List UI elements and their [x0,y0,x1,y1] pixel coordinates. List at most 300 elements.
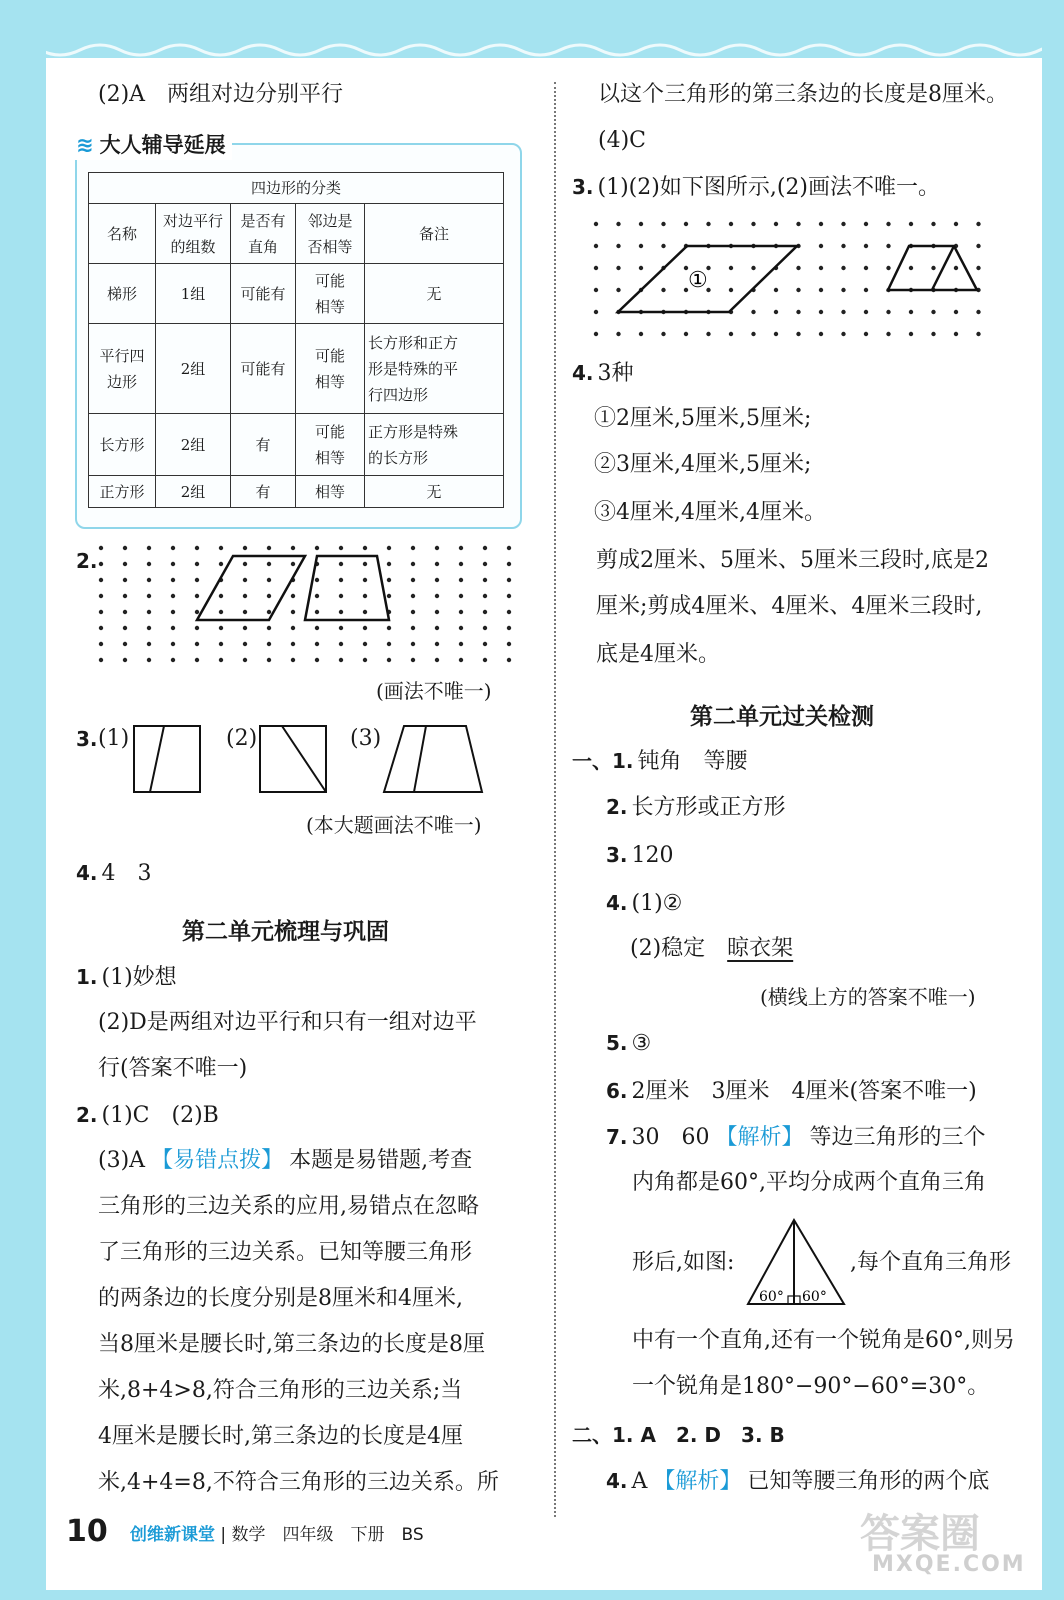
grid-dot [195,642,199,646]
grid-dot [267,642,271,646]
s1-line [76,962,177,993]
grid-dot [363,658,367,662]
grid-dot [147,546,151,550]
grid-dot [387,594,391,598]
grid-dot [123,658,127,662]
grid-dot [864,266,868,270]
grid-dot [864,222,868,226]
grid-dot [387,546,391,550]
grid-dot [171,562,175,566]
grid-dot [886,266,890,270]
grid-dot [291,546,295,550]
grid-dot [886,244,890,248]
grid-dot [147,658,151,662]
grid-dot [243,562,247,566]
grid-dot [507,594,511,598]
table-cell: 长方形 [89,414,156,476]
table-row [89,324,504,414]
grid-dot [886,222,890,226]
p1-4-line [606,888,682,919]
grid-dot [616,332,620,336]
grid-dot [315,626,319,630]
grid-dot [751,310,755,314]
grid-dot [99,642,103,646]
grid-dot [819,222,823,226]
grid-dot [195,578,199,582]
p1-6-line [606,1076,977,1107]
grid-dot [507,546,511,550]
grid-dot [931,310,935,314]
footer-info [130,1520,424,1545]
grid-dot [483,578,487,582]
grid-dot [864,288,868,292]
table-header: 是否有 直角 [231,204,296,264]
table-cell: 2组 [156,414,231,476]
table-cell: 可能有 [231,264,296,324]
r-q4-answer: 3种 [597,361,634,386]
grid-dot [507,658,511,662]
grid-dot [976,266,980,270]
grid-dot [243,578,247,582]
grid-dot [171,546,175,550]
grid-dot [315,578,319,582]
grid-dot [616,266,620,270]
table-cell: 平行四 边形 [89,324,156,414]
s2-b-text: 本题是易错题,考查 [289,1148,473,1173]
p1-5-answer: ③ [631,1031,652,1056]
grid-dot [796,222,800,226]
s2-b-line [98,1146,472,1176]
grid-dot [706,332,710,336]
grid-dot [219,546,223,550]
table-cell: 2组 [156,324,231,414]
tutor-box-title-text: 大人辅导延展 [99,133,226,157]
grid-dot [267,546,271,550]
s1-a: (1)妙想 [101,965,177,990]
error-tip-tag: 【易错点拨】 [151,1148,284,1173]
grid-dot [931,266,935,270]
note-drawing-not-unique: (画法不唯一) [376,679,492,703]
q3-shapes-figure [132,724,492,796]
q4-line [76,858,152,889]
grid-dot [594,244,598,248]
grid-dot [267,610,271,614]
table-cell: 正方形是特殊 的长方形 [365,414,504,476]
grid-dot [435,546,439,550]
grid-dot [363,546,367,550]
r-q3-text: (1)(2)如下图所示,(2)画法不唯一。 [597,175,940,200]
grid-dot [774,288,778,292]
grid-dot [267,562,271,566]
grid-dot [363,594,367,598]
section-title-test: 第二单元过关检测 [690,704,874,730]
grid-dot [315,642,319,646]
grid-dot [219,658,223,662]
grid-dot [99,578,103,582]
grid-dot [99,610,103,614]
grid-dot [819,332,823,336]
p1-7-text: 等边三角形的三个 [809,1125,986,1150]
quadrilateral-table [88,172,504,508]
grid-dot [639,332,643,336]
grid-dot [507,578,511,582]
grid-dot [639,222,643,226]
grid-dot [171,658,175,662]
p2-4-text: 已知等腰三角形的两个底 [747,1469,990,1494]
p1-7-line [606,1122,986,1153]
grid-dot [267,626,271,630]
p2-4-line [606,1466,989,1497]
table-cell: 无 [365,264,504,324]
p1-7-line3b: ,每个直角三角形 [850,1250,1011,1275]
grid-dot [954,332,958,336]
part-two-line [572,1420,785,1451]
watermark-logo: 答案圈 [860,1511,980,1557]
grid-dot [616,222,620,226]
grid-dot [243,626,247,630]
grid-dot [195,610,199,614]
explanation-line: 当8厘米是腰长时,第三条边的长度是8厘 [98,1332,485,1357]
explanation-line: 的两条边的长度分别是8厘米和4厘米, [98,1286,463,1311]
grid-dot [123,562,127,566]
grid-dot [864,244,868,248]
grid-dot [435,642,439,646]
grid-dot [841,310,845,314]
grid-dot [459,562,463,566]
p1-4-answer: (1)② [631,891,683,916]
grid-dot [147,562,151,566]
grid-dot [774,332,778,336]
grid-dot [123,578,127,582]
r-q4-item: ①2厘米,5厘米,5厘米; [594,406,812,431]
p1-1-line [572,746,748,777]
grid-dot [147,642,151,646]
grid-dot [435,594,439,598]
part-two-prefix: 二、 [572,1423,612,1447]
grid-dot [291,626,295,630]
p2-4-answer: A [631,1469,648,1494]
table-row [89,414,504,476]
grid-dot [729,288,733,292]
grid-dot [954,222,958,226]
grid-dot [219,594,223,598]
grid-dot [661,332,665,336]
grid-dot [909,310,913,314]
p1-7-line5: 一个锐角是180°−90°−60°=30°。 [632,1374,990,1399]
r-q4-explanation: 剪成2厘米、5厘米、5厘米三段时,底是2 [596,548,989,573]
p1-5-number: 5. [606,1031,628,1055]
grid-dot [411,546,415,550]
grid-dot [339,562,343,566]
grid-dot [291,642,295,646]
grid-dot [435,610,439,614]
grid-dot [841,266,845,270]
q3-label-3: (3) [350,726,382,751]
table-caption: 四边形的分类 [89,173,504,204]
grid-dot [195,658,199,662]
q4-answer: 4 3 [101,861,152,886]
analysis-tag: 【解析】 [715,1125,804,1150]
r-continuation: 以这个三角形的第三条边的长度是8厘米。 [598,82,1008,107]
r-answer-4: (4)C [598,128,646,153]
grid-dot [841,288,845,292]
grid-dot [315,610,319,614]
p1-2-answer: 长方形或正方形 [631,795,786,820]
grid-dot [976,310,980,314]
grid-dot [339,610,343,614]
explanation-line: 米,8+4>8,符合三角形的三边关系;当 [98,1378,463,1403]
grid-dot [483,642,487,646]
grid-dot [315,658,319,662]
grid-dot [796,288,800,292]
explanation-line: 了三角形的三边关系。已知等腰三角形 [98,1240,473,1265]
grid-dot [507,626,511,630]
grid-dot [819,310,823,314]
p1-3-number: 3. [606,843,628,867]
grid-dot [909,266,913,270]
grid-dot [267,658,271,662]
grid-dot [411,642,415,646]
p1-7-number: 7. [606,1125,628,1149]
grid-dot [886,332,890,336]
grid-dot [864,310,868,314]
p1-7-line4: 中有一个直角,还有一个锐角是60°,则另 [632,1328,1015,1353]
grid-dot [363,578,367,582]
s1-b: (2)D是两组对边平行和只有一组对边平 [98,1010,477,1035]
table-cell: 可能有 [231,324,296,414]
grid-dot [594,332,598,336]
grid-dot [976,222,980,226]
p1-5-line [606,1028,651,1059]
dot-grid-figure-r3 [590,216,990,346]
angle-label-left: 60° [759,1289,784,1305]
grid-dot [219,562,223,566]
grid-dot [291,610,295,614]
p1-4b-answer: (2)稳定 [630,936,728,961]
grid-dot [435,658,439,662]
grid-dot [123,610,127,614]
watermark-url: MXQE.COM [872,1552,1026,1577]
grid-dot [616,244,620,248]
grid-dot [339,578,343,582]
grid-dot [411,578,415,582]
grid-dot [387,578,391,582]
grid-dot [195,546,199,550]
grid-dot [411,562,415,566]
grid-dot [661,244,665,248]
grid-dot [507,642,511,646]
s1-c: 行(答案不唯一) [98,1056,248,1081]
grid-dot [171,578,175,582]
grid-dot [594,222,598,226]
grid-dot [931,332,935,336]
grid-dot [435,562,439,566]
table-cell: 梯形 [89,264,156,324]
grid-dot [594,266,598,270]
grid-dot [796,310,800,314]
answer-2-2: (2)A 两组对边分别平行 [98,82,344,107]
grid-dot [507,610,511,614]
grid-dot [339,626,343,630]
grid-dot [99,658,103,662]
grid-dot [751,222,755,226]
grid-dot [459,546,463,550]
part-one-prefix: 一、 [572,749,612,773]
s2-b-answer: (3)A [98,1148,146,1173]
grid-dot [123,546,127,550]
table-cell: 无 [365,476,504,508]
q4-number: 4. [76,861,98,885]
table-cell: 有 [231,414,296,476]
grid-dot [483,562,487,566]
grid-dot [243,594,247,598]
grid-dot [123,594,127,598]
grid-dot [363,562,367,566]
parallelogram-label: ① [688,268,708,293]
note-all-not-unique: (本大题画法不唯一) [306,813,482,837]
p1-4-number: 4. [606,891,628,915]
grid-dot [706,222,710,226]
p1-2-number: 2. [606,795,628,819]
grid-dot [931,222,935,226]
grid-dot [339,546,343,550]
p1-3-line [606,840,674,871]
r-q3-number: 3. [572,175,594,199]
grid-dot [864,332,868,336]
grid-dot [387,642,391,646]
page-frame-right [1042,0,1064,1600]
grid-dot [147,594,151,598]
explanation-line: 三角形的三边关系的应用,易错点在忽略 [98,1194,479,1219]
grid-dot [774,222,778,226]
grid-dot [639,244,643,248]
grid-dot [796,266,800,270]
p1-4b-line [630,934,793,964]
table-cell: 有 [231,476,296,508]
s2-a: (1)C (2)B [101,1103,219,1128]
grid-dot [195,562,199,566]
grid-dot [661,288,665,292]
part-two-answers: 1. A 2. D 3. B [612,1423,785,1447]
grid-dot [639,266,643,270]
grid-dot [291,562,295,566]
r-q4-item: ③4厘米,4厘米,4厘米。 [594,500,826,525]
table-cell: 1组 [156,264,231,324]
grid-dot [363,610,367,614]
p1-4b-underlined: 晾衣架 [727,936,794,961]
p1-7-line2: 内角都是60°,平均分成两个直角三角 [632,1170,986,1195]
grid-dot [411,594,415,598]
grid-dot [459,578,463,582]
r-q4-number: 4. [572,361,594,385]
grid-dot [483,626,487,630]
table-row [89,264,504,324]
grid-dot [147,610,151,614]
grid-dot [147,578,151,582]
grid-dot [411,610,415,614]
grid-dot [315,546,319,550]
grid-dot [339,658,343,662]
grid-dot [729,266,733,270]
table-row [89,476,504,508]
grid-dot [616,288,620,292]
r-q4-explanation: 厘米;剪成4厘米、4厘米、4厘米三段时, [596,594,983,619]
grid-dot [886,310,890,314]
grid-dot [661,222,665,226]
grid-dot [363,642,367,646]
grid-dot [315,594,319,598]
p1-7-answer: 30 60 [631,1125,710,1150]
grid-dot [411,658,415,662]
p1-6-number: 6. [606,1079,628,1103]
grid-dot [751,266,755,270]
grid-dot [435,578,439,582]
grid-dot [954,266,958,270]
grid-dot [219,642,223,646]
table-header: 备注 [365,204,504,264]
grid-dot [729,222,733,226]
s1-number: 1. [76,965,98,989]
grid-dot [219,610,223,614]
grid-dot [909,332,913,336]
tutor-box-title [72,130,232,160]
s2-line [76,1100,219,1131]
grid-dot [243,658,247,662]
r-q4-explanation: 底是4厘米。 [596,642,720,667]
grid-dot [267,578,271,582]
grid-dot [243,642,247,646]
grid-dot [483,658,487,662]
grid-dot [387,658,391,662]
table-header: 对边平行 的组数 [156,204,231,264]
dot-grid-figure-q2 [92,540,512,670]
grid-dot [171,642,175,646]
grid-dot [339,594,343,598]
grid-dot [459,594,463,598]
grid-dot [171,626,175,630]
p1-1-number: 1. [612,749,634,773]
grid-dot [594,288,598,292]
r-q3-line [572,172,940,203]
grid-dot [123,626,127,630]
triangle-figure [744,1216,850,1308]
p1-7-line3a: 形后,如图: [632,1250,735,1275]
grid-dot [195,594,199,598]
grid-dot [774,310,778,314]
grid-dot [459,626,463,630]
table-cell: 相等 [296,476,365,508]
grid-dot [411,626,415,630]
angle-label-right: 60° [802,1289,827,1305]
grid-dot [171,594,175,598]
grid-dot [684,222,688,226]
p2-4-number: 4. [606,1469,628,1493]
grid-dot [243,610,247,614]
grid-dot [729,332,733,336]
grid-dot [99,626,103,630]
table-cell: 可能 相等 [296,414,365,476]
r-q4-item: ②3厘米,4厘米,5厘米; [594,452,812,477]
grid-dot [99,594,103,598]
grid-dot [339,642,343,646]
grid-dot [99,546,103,550]
page-frame-left [0,0,46,1600]
table-cell: 2组 [156,476,231,508]
grid-dot [976,332,980,336]
table-cell: 可能 相等 [296,324,365,414]
explanation-line: 米,4+4=8,不符合三角形的三边关系。所 [98,1470,499,1495]
grid-dot [841,332,845,336]
